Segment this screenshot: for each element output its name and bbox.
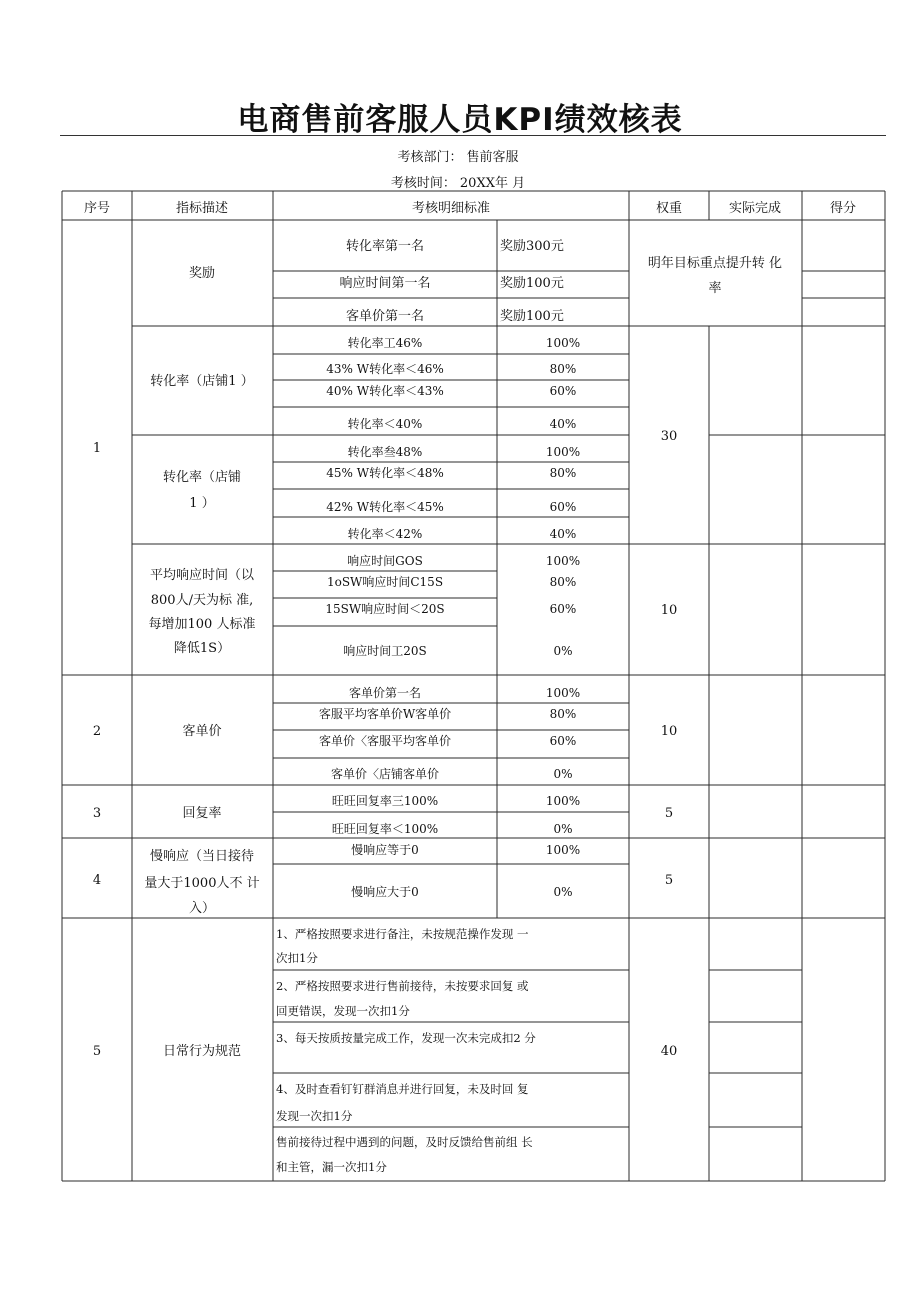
reward-note-line: 率: [708, 281, 722, 296]
weight-cell: 30: [660, 429, 678, 444]
value-cell: 奖励300元: [500, 239, 564, 254]
indicator-label: 降低1S）: [173, 641, 231, 656]
indicator-label: 量大于1000人不 计: [144, 876, 260, 891]
value-cell: 100%: [545, 554, 581, 568]
rule-line: 4、及时查看钉钉群消息并进行回复，未及时回 复: [276, 1082, 529, 1096]
criterion-cell: 转化率＜42%: [347, 527, 423, 541]
value-cell: 60%: [549, 500, 577, 514]
value-cell: 80%: [549, 362, 577, 376]
value-cell: 40%: [549, 417, 577, 431]
section-2: [93, 685, 677, 781]
rule-line: 1、严格按照要求进行备注，未按规范操作发现 一: [276, 927, 529, 941]
value-cell: 奖励100元: [500, 276, 564, 291]
indicator-label: 客单价: [182, 724, 222, 739]
value-cell: 80%: [549, 466, 577, 480]
seq-cell: 1: [92, 441, 102, 456]
value-cell: 60%: [549, 734, 577, 748]
value-cell: 0%: [553, 767, 573, 781]
weight-cell: 10: [660, 724, 678, 739]
value-cell: 80%: [549, 707, 577, 721]
header-score: 得分: [829, 201, 857, 216]
header-criteria: 考核明细标准: [411, 201, 491, 216]
indicator-label: 平均响应时间（以: [149, 568, 255, 583]
indicator-label: 每增加100 人标准: [148, 617, 256, 632]
value-cell: 60%: [549, 384, 577, 398]
criterion-cell: 响应时间第一名: [339, 276, 431, 291]
dept-label: 考核部门：: [397, 150, 463, 165]
criterion-cell: 45% W转化率＜48%: [326, 466, 444, 480]
seq-cell: 4: [92, 873, 102, 888]
criterion-cell: 客单价第一名: [348, 686, 422, 700]
value-cell: 60%: [549, 602, 577, 616]
rule-line: 发现一次扣1分: [276, 1109, 353, 1123]
criterion-cell: 客单价〈店铺客单价: [330, 767, 440, 781]
value-cell: 40%: [549, 527, 577, 541]
criterion-cell: 15SW响应时间＜20S: [325, 602, 445, 616]
criterion-cell: 42% W转化率＜45%: [326, 500, 444, 514]
value-cell: 0%: [553, 822, 573, 836]
value-cell: 100%: [545, 445, 581, 459]
reward-note-line: 明年目标重点提升转 化: [647, 256, 783, 271]
rule-line: 回更错误，发现一次扣1分: [276, 1004, 410, 1018]
criterion-cell: 旺旺回复率三100%: [331, 794, 439, 808]
rule-line: 次扣1分: [276, 951, 318, 965]
indicator-label: 1 ）: [189, 496, 215, 511]
seq-cell: 5: [92, 1044, 102, 1059]
value-cell: 100%: [545, 336, 581, 350]
criterion-cell: 40% W转化率＜43%: [326, 384, 444, 398]
criterion-cell: 1oSW响应时间C15S: [326, 575, 444, 589]
criterion-cell: 转化率＜40%: [347, 417, 423, 431]
criterion-cell: 客服平均客单价W客单价: [318, 707, 452, 721]
criterion-cell: 响应时间工20S: [343, 644, 427, 658]
section-5: [93, 927, 677, 1174]
indicator-label: 奖励: [188, 266, 216, 281]
value-cell: 奖励100元: [500, 309, 564, 324]
header-actual: 实际完成: [728, 201, 782, 216]
criterion-cell: 客单价〈客服平均客单价: [318, 734, 452, 748]
header-seq: 序号: [83, 201, 111, 216]
criterion-cell: 客单价第一名: [345, 309, 425, 324]
value-cell: 100%: [545, 686, 581, 700]
table-header: [84, 200, 856, 216]
section-3: [93, 793, 673, 836]
header-indicator: 指标描述: [175, 201, 229, 216]
rule-line: 2、严格按照要求进行售前接待，未按要求回复 或: [276, 979, 529, 993]
criterion-cell: 转化率第一名: [345, 239, 425, 254]
dept-value: 售前客服: [466, 150, 519, 165]
criterion-cell: 转化率叁48%: [347, 445, 423, 459]
page-title: 电商售前客服人员KPI绩效核表: [237, 102, 683, 138]
weight-cell: 5: [664, 873, 674, 888]
rule-line: 售前接待过程中遇到的问题，及时反馈给售前组 长: [276, 1135, 533, 1149]
indicator-label: 慢响应（当日接待: [149, 849, 255, 864]
time-label: 考核时间：: [390, 176, 456, 191]
criterion-cell: 慢响应等于0: [351, 843, 419, 857]
indicator-label: 入）: [188, 901, 216, 916]
criterion-cell: 慢响应大于0: [351, 885, 419, 899]
weight-cell: 10: [660, 603, 678, 618]
time-value: 20XX年 月: [459, 176, 526, 191]
indicator-label: 日常行为规范: [162, 1044, 242, 1059]
header-weight: 权重: [655, 201, 683, 216]
seq-cell: 3: [92, 806, 102, 821]
value-cell: 100%: [545, 794, 581, 808]
weight-cell: 5: [664, 806, 674, 821]
rule-line: 3、每天按质按量完成工作，发现一次未完成扣2 分: [276, 1031, 536, 1045]
weight-cell: 40: [660, 1044, 678, 1059]
indicator-label: 转化率（店铺: [162, 470, 242, 485]
section-1: [93, 238, 782, 658]
criterion-cell: 43% W转化率＜46%: [326, 362, 444, 376]
value-cell: 0%: [553, 885, 573, 899]
section-4: [93, 842, 673, 916]
indicator-label: 回复率: [182, 806, 222, 821]
criterion-cell: 响应时间GOS: [347, 554, 423, 568]
rule-line: 和主管，漏一次扣1分: [276, 1160, 387, 1174]
value-cell: 80%: [549, 575, 577, 589]
value-cell: 100%: [545, 843, 581, 857]
criterion-cell: 旺旺回复率＜100%: [331, 822, 439, 836]
indicator-label: 转化率（店铺1 ）: [150, 374, 254, 389]
seq-cell: 2: [92, 724, 102, 739]
criterion-cell: 转化率工46%: [347, 336, 423, 350]
indicator-label: 800人/天为标 准,: [150, 593, 254, 608]
value-cell: 0%: [553, 644, 573, 658]
